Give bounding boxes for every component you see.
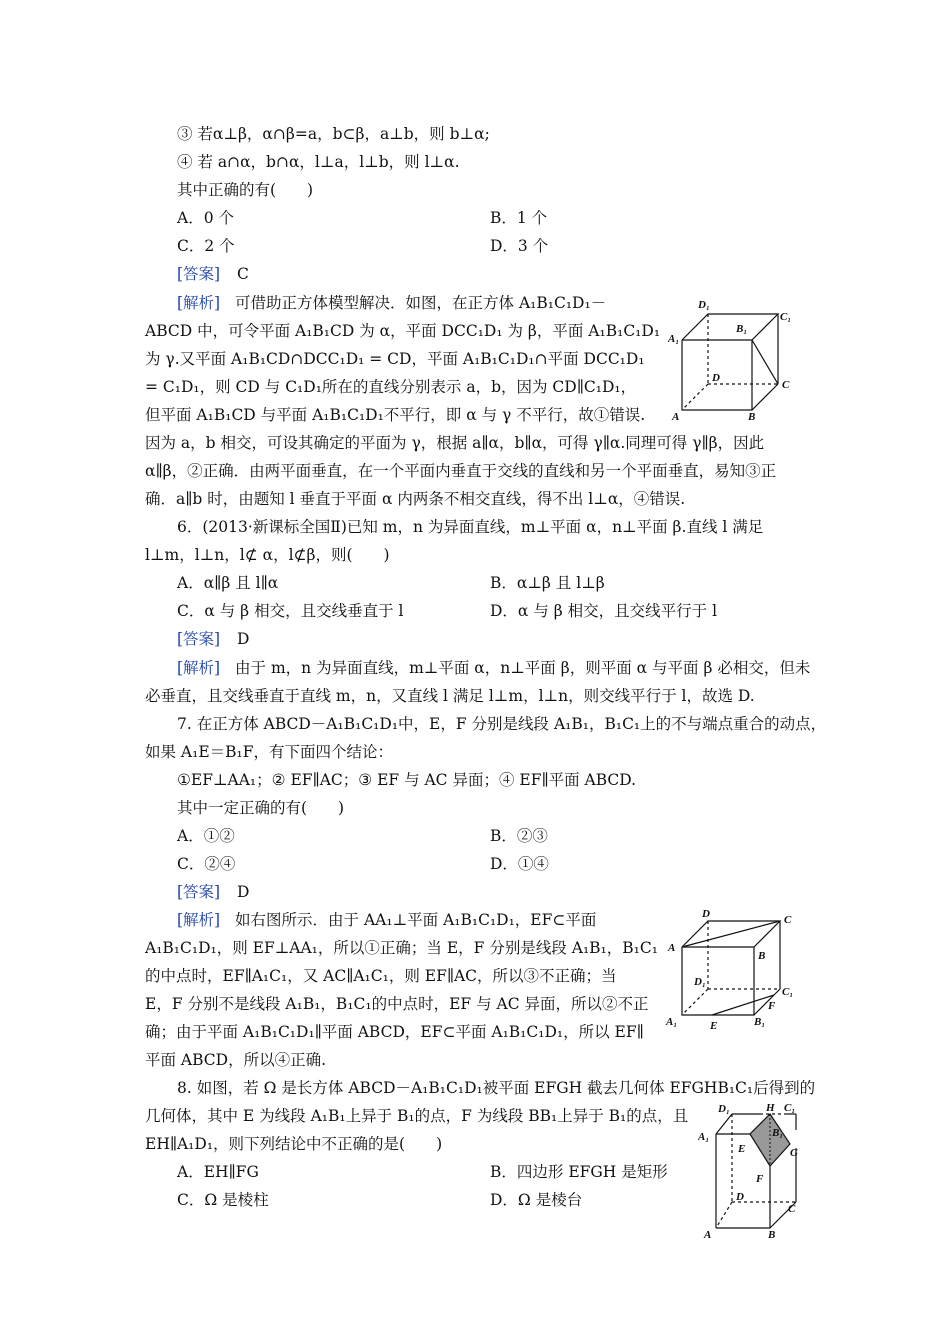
q8-stem-line-2: 几何体，其中 E 为线段 A₁B₁上异于 B₁的点，F 为线段 BB₁上异于 B₁的点，且 [145,1107,689,1125]
q6-option-a: A．α∥β 且 l∥α [177,574,279,592]
q5-prompt: 其中正确的有( ) [177,181,314,199]
fig1-label-b1: B₁ [736,323,748,335]
q6-stem-line-2: l⊥m，l⊥n，l⊄ α，l⊄β，则( ) [145,546,390,564]
fig3-label-f: F [756,1173,764,1185]
q8-option-c: C．Ω 是棱柱 [177,1191,269,1209]
q7-option-a: A．①② [177,827,235,845]
cuboid-figure-3 [698,1100,810,1244]
fig1-label-a: A [672,411,680,423]
fig2-label-d1: D₁ [694,976,706,988]
q6-option-d: D．α 与 β 相交，且交线平行于 l [490,602,718,620]
fig3-label-e: E [738,1143,746,1155]
fig3-label-g: G [790,1147,798,1159]
q7-analysis-line-2: A₁B₁C₁D₁，则 EF⊥AA₁，所以①正确；当 E，F 分别是线段 A₁B₁，B₁C₁ [145,939,658,957]
q8-option-d: D．Ω 是棱台 [490,1191,583,1209]
fig1-label-c1: C₁ [780,311,792,323]
q5-option-d: D．3 个 [490,237,549,255]
q5-analysis-line-2: ABCD 中，可令平面 A₁B₁CD 为 α，平面 DCC₁D₁ 为 β，平面 A₁B₁C₁D₁ [145,322,661,340]
fig1-label-d1: D₁ [698,299,710,311]
q5-analysis-line-6: 因为 a，b 相交，可设其确定的平面为 γ，根据 a∥α，b∥α，可得 γ∥α.同理可得 γ∥β，因此 [145,434,765,452]
cube-figure-1 [668,292,800,424]
analysis-text: 由于 m，n 为异面直线，m⊥平面 α，n⊥平面 β，则平面 α 与平面 β 必相交，但未 [235,659,811,677]
q7-analysis-line-4: E，F 分别不是线段 A₁B₁，B₁C₁的中点时，EF 与 AC 异面，所以②不正 [145,995,649,1013]
fig3-label-a: A [704,1229,712,1241]
q5-analysis-line-3: 为 γ.又平面 A₁B₁CD∩DCC₁D₁ = CD，平面 A₁B₁C₁D₁∩平面 DCC₁D₁ [145,350,645,368]
q6-analysis-line-1 [177,657,810,679]
answer-value: D [237,630,250,648]
fig1-label-b: B [748,411,756,423]
analysis-text: 可借助正方体模型解决．如图，在正方体 A₁B₁C₁D₁－ [235,294,607,312]
fig2-label-e: E [710,1020,718,1032]
q8-stem-line-3: EH∥A₁D₁，则下列结论中不正确的是( ) [145,1135,443,1153]
analysis-tag: [解析] [177,294,221,312]
fig2-label-f: F [768,1000,776,1012]
q7-stem-line-1: 7. 在正方体 ABCD－A₁B₁C₁D₁中，E，F 分别是线段 A₁B₁，B₁C₁上的不与端点重合的动点， [177,715,827,733]
fig2-label-a1: A₁ [666,1016,678,1028]
q5-answer [177,263,249,285]
fig3-label-h: H [766,1102,775,1114]
q5-option-a: A．0 个 [177,209,234,227]
q6-option-c: C．α 与 β 相交，且交线垂直于 l [177,602,404,620]
answer-tag: [答案] [177,265,221,283]
q5-option-b: B．1 个 [490,209,548,227]
q5-analysis-line-8: 确．a∥b 时，由题知 l 垂直于平面 α 内两条不相交直线，得不出 l⊥α，④错误. [145,490,686,508]
q5-statement-4: ④ 若 a∩α，b∩α，l⊥a，l⊥b，则 l⊥α. [177,153,460,171]
fig2-label-b: B [758,950,766,962]
analysis-tag: [解析] [177,911,221,929]
fig1-label-c: C [782,379,790,391]
cube-figure-2 [662,905,802,1035]
q7-analysis-line-1 [177,909,596,931]
q6-answer [177,628,249,650]
analysis-tag: [解析] [177,659,221,677]
q7-stem-line-3: ①EF⊥AA₁；② EF∥AC；③ EF 与 AC 异面；④ EF∥平面 ABCD. [177,771,637,789]
q5-analysis-line-4: = C₁D₁，则 CD 与 C₁D₁所在的直线分别表示 a，b，因为 CD∥C₁D₁， [145,378,637,396]
q7-stem-line-2: 如果 A₁E＝B₁F，有下面四个结论： [145,743,394,761]
q5-analysis-line-1 [177,292,606,314]
q6-stem-line-1: 6．(2013·新课标全国Ⅱ)已知 m，n 为异面直线，m⊥平面 α，n⊥平面 β.直线 l 满足 [177,518,764,536]
q8-stem-line-1: 8. 如图，若 Ω 是长方体 ABCD－A₁B₁C₁D₁被平面 EFGH 截去几何体 EFGHB₁C₁后得到的 [177,1079,816,1097]
q7-analysis-line-3: 的中点时，EF∥A₁C₁，又 AC∥A₁C₁，则 EF∥AC，所以③不正确；当 [145,967,617,985]
q8-option-b: B．四边形 EFGH 是矩形 [490,1163,668,1181]
q5-statement-3: ③ 若α⊥β，α∩β=a，b⊂β，a⊥b，则 b⊥α; [177,125,490,143]
q5-analysis-line-7: α∥β，②正确．由两平面垂直，在一个平面内垂直于交线的直线和另一个平面垂直，易知③正 [145,462,777,480]
fig2-label-c: C [784,914,792,926]
fig3-label-b: B [768,1229,776,1241]
fig3-label-a1: A₁ [698,1131,710,1143]
answer-tag: [答案] [177,883,221,901]
answer-tag: [答案] [177,630,221,648]
q5-analysis-line-5: 但平面 A₁B₁CD 与平面 A₁B₁C₁D₁不平行，即 α 与 γ 不平行，故①错误. [145,406,646,424]
fig3-label-d: D [736,1191,744,1203]
fig3-label-c1: C₁ [784,1102,796,1114]
fig2-label-d: D [702,908,710,920]
fig1-label-a1: A₁ [668,333,680,345]
q8-option-a: A．EH∥FG [177,1163,259,1181]
q7-option-b: B．②③ [490,827,548,845]
fig3-label-b1: B₁ [772,1127,784,1139]
answer-value: C [237,265,249,283]
q7-analysis-line-6: 平面 ABCD，所以④正确. [145,1051,327,1069]
q7-option-c: C．②④ [177,855,236,873]
answer-value: D [237,883,250,901]
fig3-label-d1: D₁ [718,1103,730,1115]
fig2-label-c1: C₁ [782,986,794,998]
analysis-text: 如右图所示．由于 AA₁⊥平面 A₁B₁C₁D₁，EF⊂平面 [235,911,597,929]
q5-option-c: C．2 个 [177,237,235,255]
q7-prompt: 其中一定正确的有( ) [177,799,345,817]
q7-option-d: D．①④ [490,855,549,873]
q7-answer [177,881,249,903]
fig2-label-a: A [668,942,676,954]
q6-option-b: B．α⊥β 且 l⊥β [490,574,605,592]
fig1-label-d: D [712,372,720,384]
q6-analysis-line-2: 必垂直，且交线垂直于直线 m，n，又直线 l 满足 l⊥m，l⊥n，则交线平行于 l，故选 D. [145,687,755,705]
fig2-label-b1: B₁ [754,1016,766,1028]
fig3-label-c: C [788,1203,796,1215]
q7-analysis-line-5: 确；由于平面 A₁B₁C₁D₁∥平面 ABCD，EF⊂平面 A₁B₁C₁D₁，所以 EF∥ [145,1023,644,1041]
